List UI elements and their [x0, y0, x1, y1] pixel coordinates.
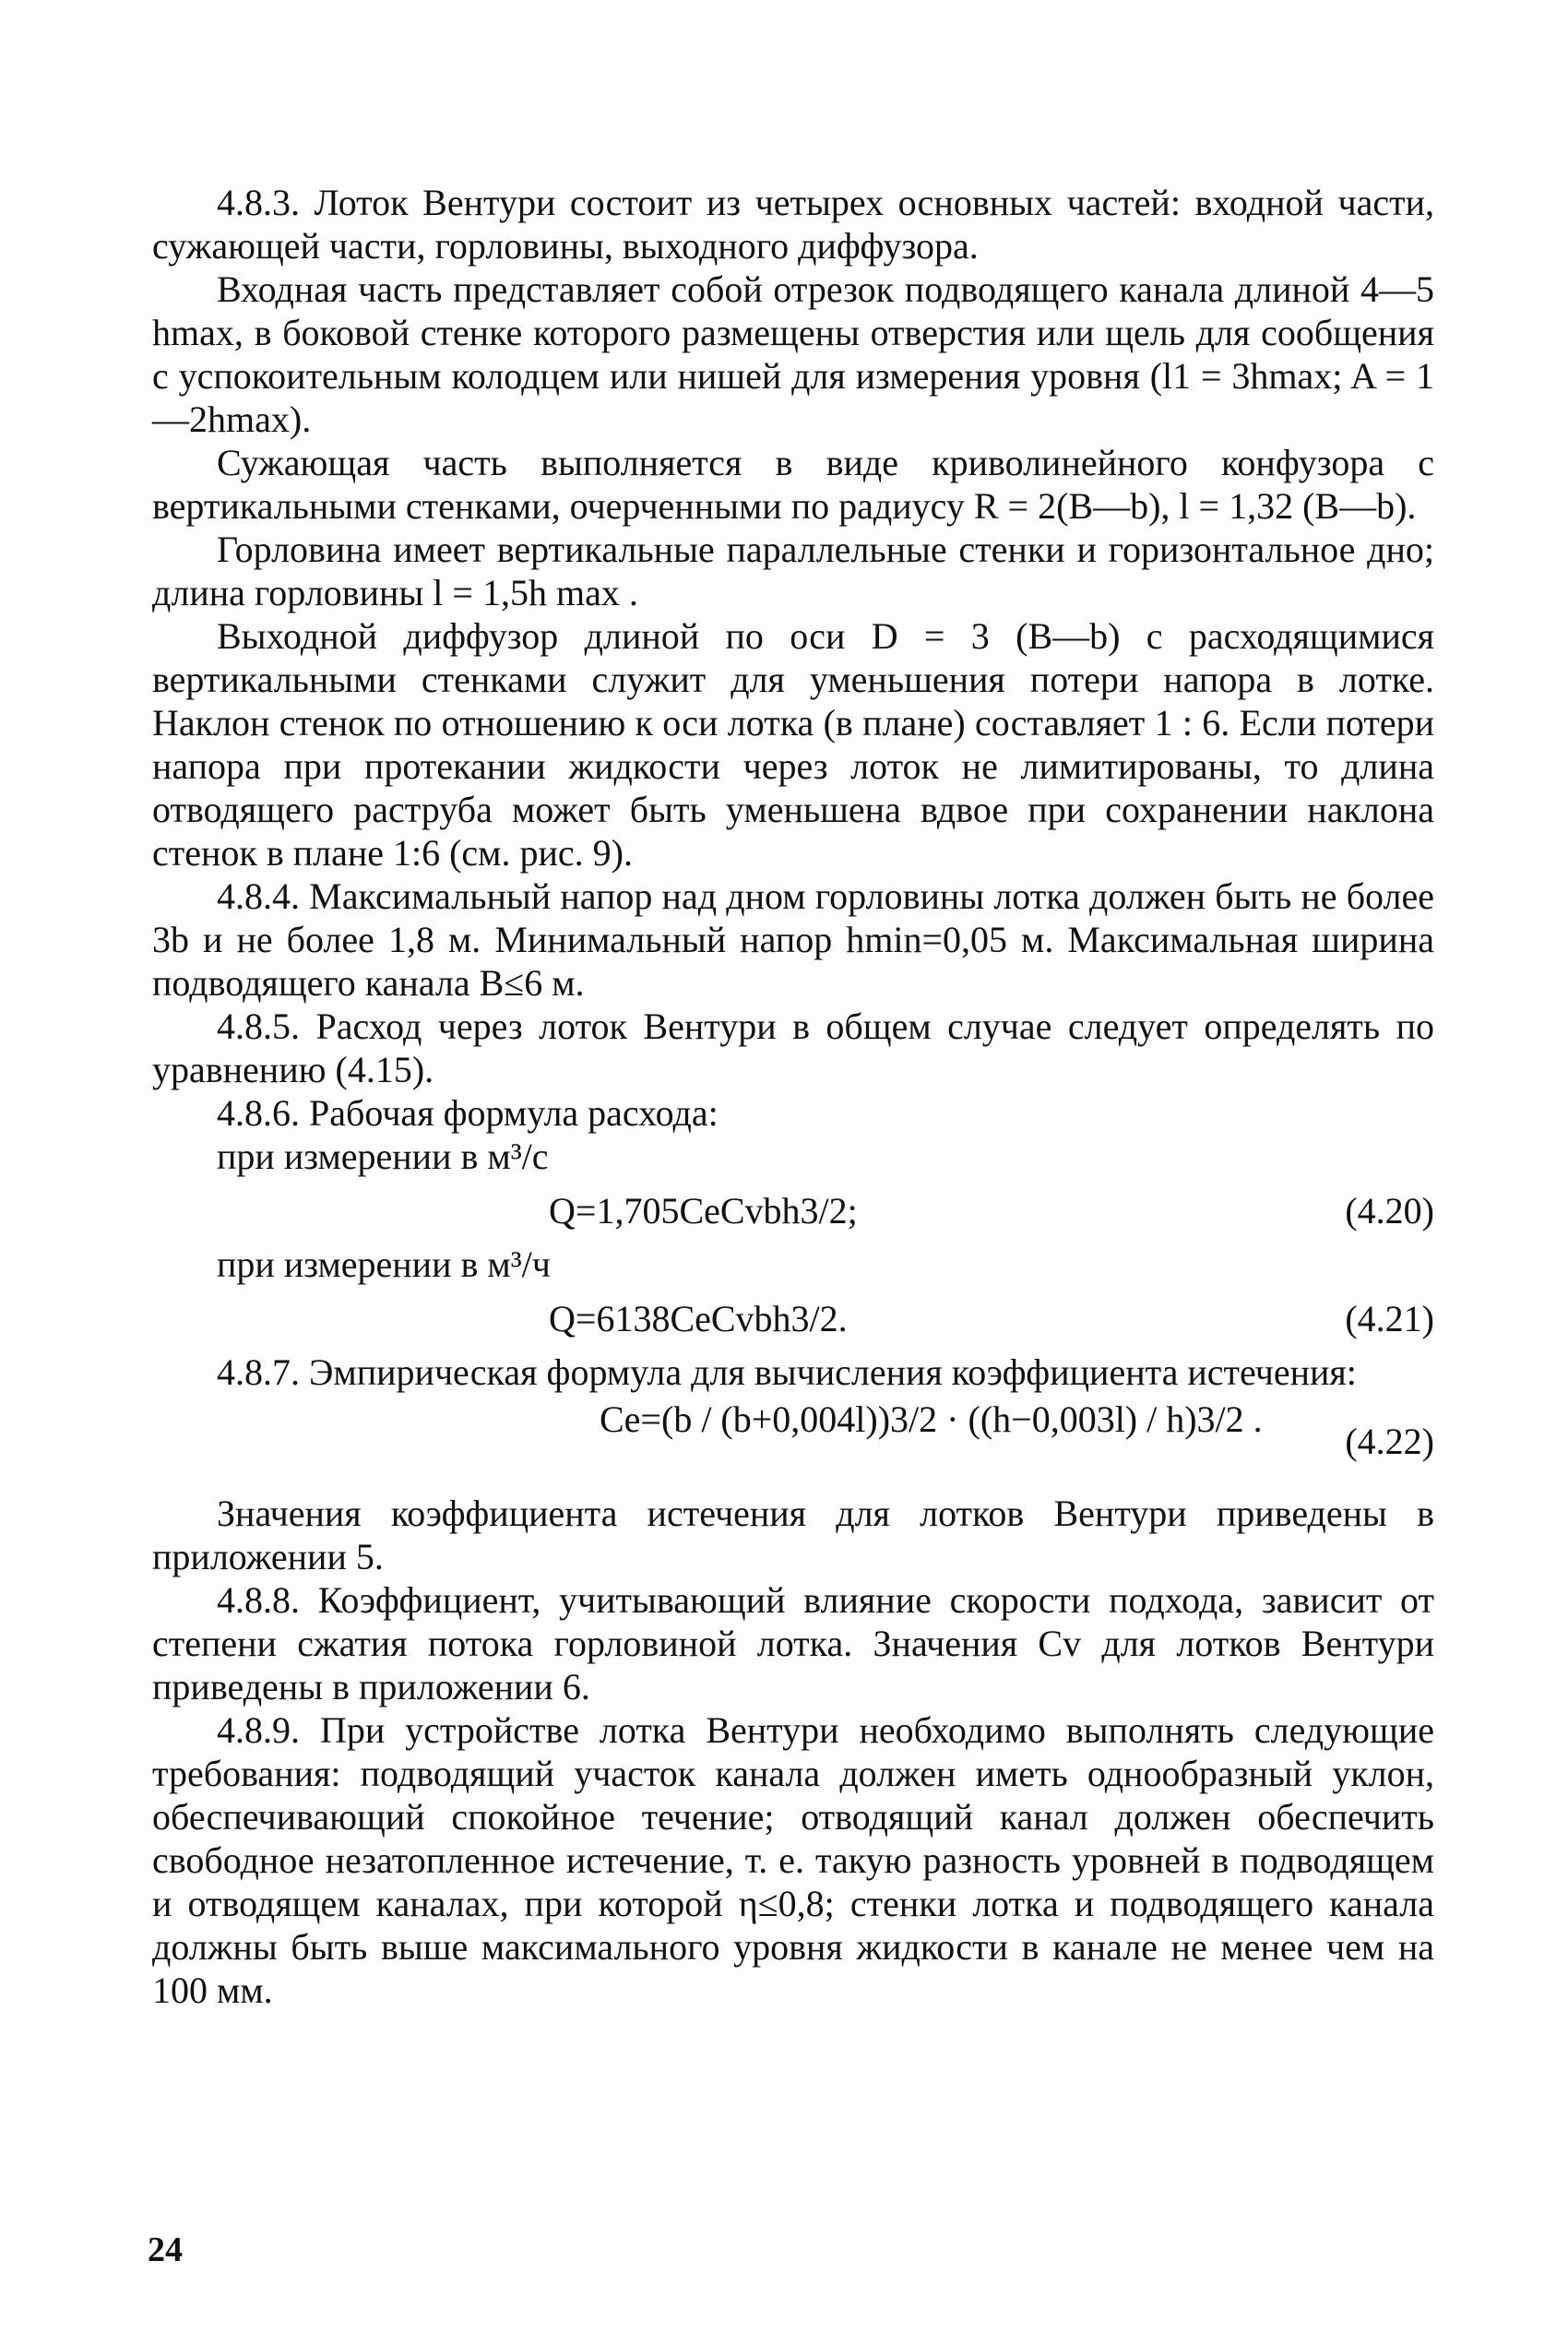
equation-4-22-number: (4.22)	[1345, 1421, 1434, 1462]
measurement-m3s-label: при измерении в м³/с	[217, 1136, 549, 1177]
paragraph-values-appendix-5: Значения коэффициента истечения для лотков Вентури приведены в приложении 5.	[152, 1493, 1434, 1577]
equation-4-22	[152, 1398, 1434, 1488]
equation-4-20-number: (4.20)	[1345, 1190, 1434, 1231]
page-number: 24	[148, 2231, 183, 2269]
paragraph-4-8-9: 4.8.9. При устройстве лотка Вентури необходимо выполнять следующие требования: подводящий участок канала должен иметь однообразный уклон, обеспечивающий спокойное течение; отводящий канал должен обеспечить свободное незатопленное истечение, т. е. такую разность уровней в подводящем и отводящем каналах, при которой η≤0,8; стенки лотка и подводящего канала должны быть выше максимального уровня жидкости в канале не менее чем на 100 мм.	[152, 1709, 1434, 2011]
equation-4-20-formula: Q=1,705CeCvbh3/2;	[549, 1190, 858, 1231]
paragraph-4-8-6: 4.8.6. Рабочая формула расхода:	[217, 1092, 719, 1134]
equation-4-21-formula: Q=6138CeCvbh3/2.	[549, 1298, 848, 1339]
paragraph-4-8-7: 4.8.7. Эмпирическая формула для вычисления коэффициента истечения:	[217, 1351, 1357, 1393]
equation-4-20	[152, 1182, 1434, 1239]
equation-4-22-formula: Ce=(b / (b+0,004l))3/2 · ((h−0,003l) / h)3/2 .	[600, 1398, 1263, 1440]
paragraph-throat: Горловина имеет вертикальные параллельные стенки и горизонтальное дно; длина горловины l = 1,5h max .	[152, 529, 1434, 613]
paragraph-4-8-5: 4.8.5. Расход через лоток Вентури в общем случае следует определять по уравнению (4.15).	[152, 1005, 1434, 1090]
paragraph-diffuser: Выходной диффузор длиной по оси D = 3 (B—b) с расходящимися вертикальными стенками служит для уменьшения потери напора в лотке. Наклон стенок по отношению к оси лотка (в плане) составляет 1 : 6. Если потери напора при протекании жидкости через лоток не лимитированы, то длина отводящего раструба может быть уменьшена вдвое при сохранении наклона стенок в плане 1:6 (см. рис. 9).	[152, 615, 1434, 874]
measurement-m3h-label: при измерении в м³/ч	[217, 1243, 551, 1285]
equation-4-21-number: (4.21)	[1345, 1298, 1434, 1339]
text-column	[152, 181, 1434, 2012]
paragraph-narrowing: Сужающая часть выполняется в виде криволинейного конфузора с вертикальными стенками, очерченными по радиусу R = 2(B—b), l = 1,32 (B—b).	[152, 442, 1434, 527]
paragraph-4-8-4: 4.8.4. Максимальный напор над дном горловины лотка должен быть не более 3b и не более 1,8 м. Минимальный напор hmin=0,05 м. Максимальная ширина подводящего канала B≤6 м.	[152, 875, 1434, 1004]
paragraph-4-8-3: 4.8.3. Лоток Вентури состоит из четырех основных частей: входной части, сужающей части, горловины, выходного диффузора.	[152, 182, 1434, 267]
equation-4-21	[152, 1290, 1434, 1347]
paragraph-inlet: Входная часть представляет собой отрезок подводящего канала длиной 4—5 hmax, в боковой стенке которого размещены отверстия или щель для сообщения с успокоительным колодцем или нишей для измерения уровня (l1 = 3hmax; A = 1—2hmax).	[152, 268, 1434, 440]
paragraph-4-8-8: 4.8.8. Коэффициент, учитывающий влияние скорости подхода, зависит от степени сжатия потока горловиной лотка. Значения Cv для лотков Вентури приведены в приложении 6.	[152, 1579, 1434, 1707]
